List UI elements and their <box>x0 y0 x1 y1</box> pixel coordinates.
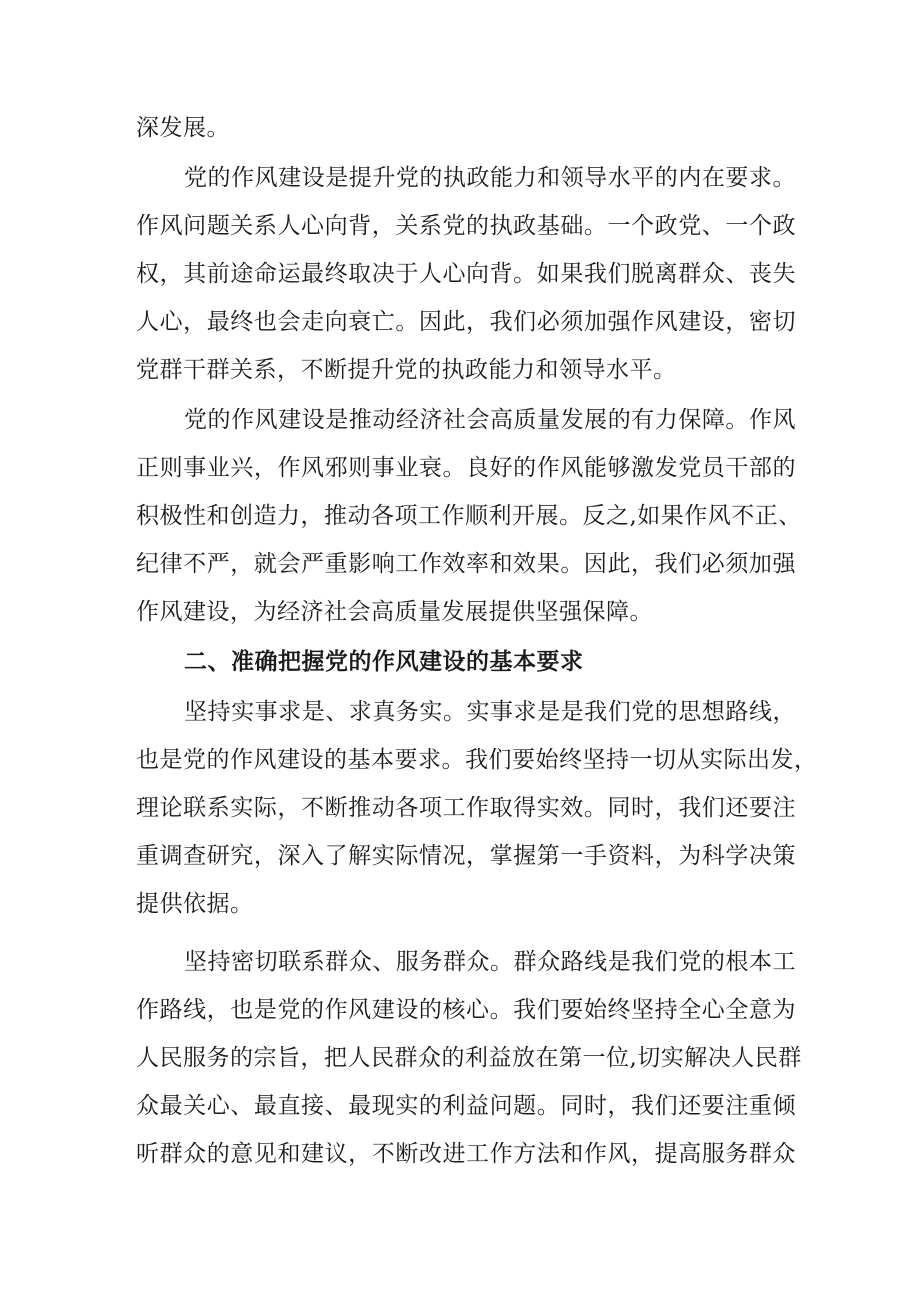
paragraph-line: 党的作风建设是推动经济社会高质量发展的有力保障。作风 <box>184 407 796 433</box>
paragraph-line: 众最关心、最直接、最现实的利益问题。同时，我们还要注重倾 <box>136 1093 796 1119</box>
paragraph-line: 坚持实事求是、求真务实。实事求是是我们党的思想路线， <box>184 699 796 725</box>
paragraph-line: 作风建设，为经济社会高质量发展提供坚强保障。 <box>136 599 653 625</box>
paragraph-line: 正则事业兴，作风邪则事业衰。良好的作风能够激发党员干部的 <box>136 455 796 481</box>
paragraph-line: 也是党的作风建设的基本要求。我们要始终坚持一切从实际出发， <box>136 747 818 773</box>
paragraph-line: 党群干群关系，不断提升党的执政能力和领导水平。 <box>136 357 677 383</box>
paragraph-line: 人民服务的宗旨，把人民群众的利益放在第一位,切实解决人民群 <box>136 1045 802 1071</box>
paragraph-line: 纪律不严，就会严重影响工作效率和效果。因此，我们必须加强 <box>136 551 796 577</box>
paragraph-line: 听群众的意见和建议，不断改进工作方法和作风，提高服务群众 <box>136 1141 796 1167</box>
section-heading: 二、准确把握党的作风建设的基本要求 <box>184 649 584 675</box>
paragraph-line: 权，其前途命运最终取决于人心向背。如果我们脱离群众、丧失 <box>136 261 796 287</box>
paragraph-line: 积极性和创造力，推动各项工作顺利开展。反之,如果作风不正、 <box>136 503 802 529</box>
paragraph-line: 作风问题关系人心向背，关系党的执政基础。一个政党、一个政 <box>136 213 796 239</box>
paragraph-line: 提供依据。 <box>136 891 254 917</box>
paragraph-line: 坚持密切联系群众、服务群众。群众路线是我们党的根本工 <box>184 949 796 975</box>
paragraph-line: 作路线，也是党的作风建设的核心。我们要始终坚持全心全意为 <box>136 997 796 1023</box>
paragraph-line: 深发展。 <box>136 115 230 141</box>
paragraph-line: 人心，最终也会走向衰亡。因此，我们必须加强作风建设，密切 <box>136 309 796 335</box>
paragraph-line: 党的作风建设是提升党的执政能力和领导水平的内在要求。 <box>184 165 796 191</box>
paragraph-line: 理论联系实际，不断推动各项工作取得实效。同时，我们还要注 <box>136 795 796 821</box>
paragraph-line: 重调查研究，深入了解实际情况，掌握第一手资料，为科学决策 <box>136 843 796 869</box>
